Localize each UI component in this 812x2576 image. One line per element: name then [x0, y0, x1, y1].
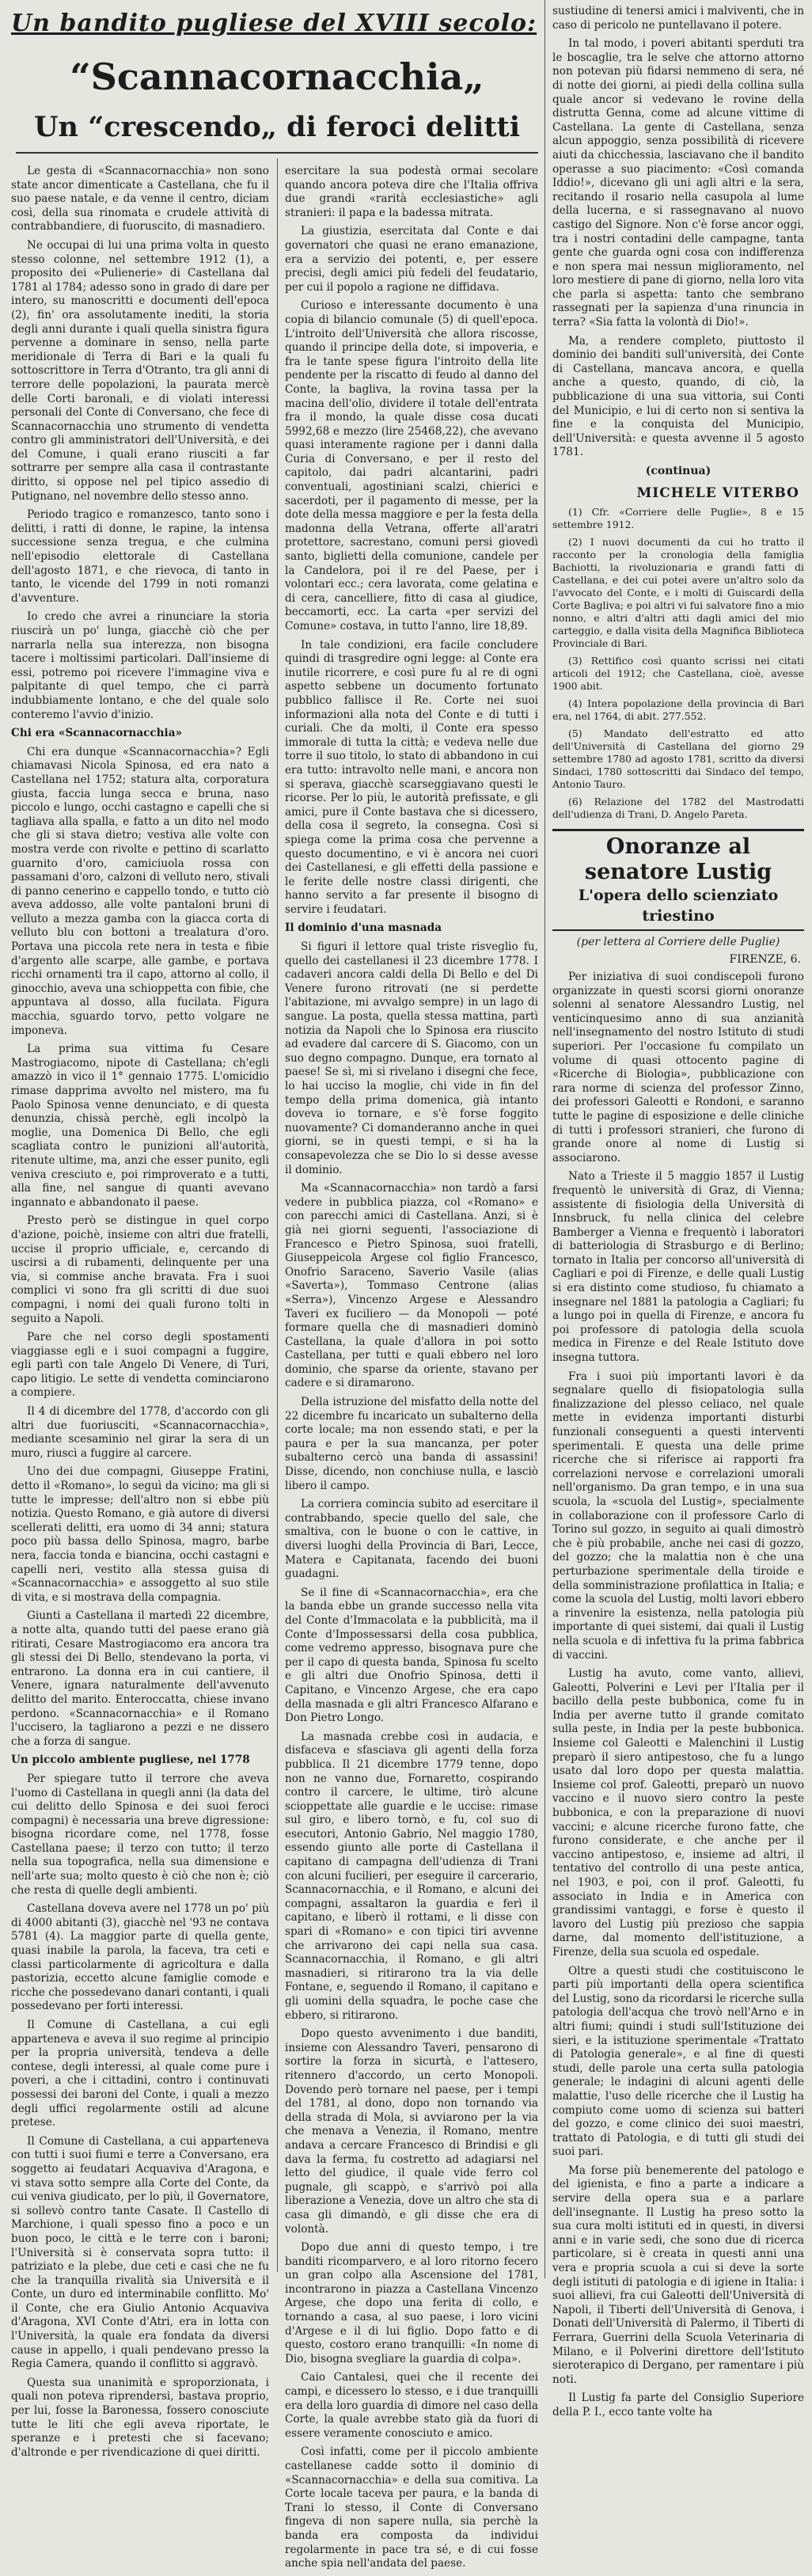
- continued-label: (continua): [645, 465, 711, 477]
- paragraph: Per spiegare tutto il terrore che aveva l'uomo di Castellana in quegli anni (la data del cui delitto dello Spinosa e dei suoi feroci compagni) è necessaria una breve digressione: bisogna ricordare come, nel 1778, fosse Castellana paese; il terzo con tutto; il terzo nella sua topografica, nella sua dimensione e nell'arte sua; molto questo è ciò che non è; ciò che resta di quelle degli ambienti.: [11, 1772, 269, 1897]
- article-subheadline: Un “crescendo„ di feroci delitti: [34, 111, 520, 143]
- second-article-header: [552, 829, 804, 931]
- footnotes: [552, 506, 804, 821]
- paragraph: Chi era dunque «Scannacornacchia»? Egli chiamavasi Nicola Spinosa, ed era nato a Castellana nel 1752; statura alta, corporatura giusta, faccia lunga secca e bruna, naso piccolo e lungo, occhi castagno e capelli che si tagliava alla spalla, e fatto a un dito nel modo che gli si stava dietro; vestiva alle volte con mostra verde con rivolte e pettino di scarlatto guarnito d'oro, camiciuola rossa con passamani d'oro, calzoni di velluto nero, stivali di panno cenerino e cappello tondo, e tutto ciò aveva addosso, alle volte pantaloni bruni di velluto a mezza gamba con la giacca corta di velluto blu con bottoni a trealatura d'oro. Portava una piccola rete nera in testa e fibie d'argento alle scarpe, alle gambe, e portava ricchi ornamenti tra il capo, attorno al collo, il ginocchio, aveva una schioppetta con fibie, che appuntava al dosso, alla fucilata. Figura macchia, sguardo torvo, petto volgare ne imponeva.: [11, 745, 269, 1037]
- article-kicker: Un bandito pugliese del XVIII secolo:: [11, 9, 537, 37]
- paragraph: Dopo due anni di questo tempo, i tre banditi ricomparvero, e al loro ritorno fecero un gran colpo alla Ascensione del 1781, incontrarono in piazza a Castellana Vincenzo Argese, che dopo una ferita di collo, e tornando a casa, al suo paese, i loro vicini d'Argese e il di lui figlio. Dopo fatto e di questo, costoro erano tranquilli: «In nome di Dio, bisogna svegliare la guardia di colpa».: [285, 2241, 538, 2365]
- paragraph: Lustig ha avuto, come vanto, allievi, Galeotti, Polverini e Levi per l'Italia per il bacillo della peste bubbonica, come fu in India per averne tutto il grande comitato sulla peste, in India per la peste bubbonica. Insieme col Galeotti e Malenchini il Lustig preparò il siero antipestoso, che fu a lungo usato dal loro dopo per questa malattia. Insieme col prof. Galeotti, preparò un nuovo vaccino e il nuovo siero contro la peste bubbonica, e con la preparazione di nuovi vaccini; e alcune ricerche furono fatte, che furono considerate, e che anche per il vaccino antipestoso, e, insieme ad altri, il tentativo del controllo di una peste antica, nel 1903, e poi, con il prof. Galeotti, fu associato in India e in America con grandissimi vantaggi, e forse è questo il lavoro del Lustig più prezioso che sappia darne, dal momento dell'istituzione, a Firenze, della sua scuola ed ospedale.: [552, 1667, 804, 1959]
- paragraph: esercitare la sua podestà ormai secolare quando ancora poteva dire che l'Italia offriva due grandi «rarità ecclesiastiche» agli stranieri: il papa e la badessa mitrata.: [285, 165, 538, 219]
- second-article-byline: (per lettera al Corriere delle Puglie): [576, 936, 780, 948]
- second-article-subtitle: L'opera dello scienziato triestino: [578, 887, 779, 925]
- paragraph: Nato a Trieste il 5 maggio 1857 il Lustig frequentò le università di Graz, di Vienna; assistente di fisiologia della Università di Innsbruck, fu nella clinica del celebre Bamberger a Vienna e frequentò i laboratori di batteriologia di Strasburgo e di Berlino; tornato in Italia per concorso all'università di Cagliari e poi di Firenze, e delle quali Lustig si era distinto come studioso, fu chiamato a insegnare nel 1881 la patologia a Cagliari; fu a lungo poi in quella di Firenze, e ancora fu poi professore di patologia della scuola medica in Firenze e del Reale Istituto dove insegna tuttora.: [552, 1170, 804, 1365]
- author-signature: MICHELE VITERBO: [636, 485, 799, 501]
- paragraph: Io credo che avrei a rinunciare la storia riuscirà un po' lunga, giacchè ciò che per narrarla nella sua interezza, non bisogna tacere i moltissimi particolari. Dall'insieme di essi, potremo poi ricevere l'immagine viva e palpitante di quel tempo, che ci parrà indubbiamente lontano, e che del quale solo conteremo l'avvio d'inizio.: [11, 610, 269, 721]
- column-3: [552, 5, 804, 2425]
- paragraph: Castellana doveva avere nel 1778 un po' più di 4000 abitanti (3), giacchè nel '93 ne contava 5781 (4). La maggior parte di quella gente, quasi inabile la parola, la faceva, tra ceti e classi particolarmente di agricoltura e dalla pastorizia, eccetto alcune famiglie comode e ricche che possedevano danari contanti, i quali possedevano per forti interessi.: [11, 1902, 269, 2013]
- footnote: (5) Mandato dell'estratto ed atto dell'Università di Castellana del giorno 29 settembre 1780 ad agosto 1781, scritto da diversi Sindaci, 1780 sottoscritti dai Sindaco del tempo, Antonio Tauro.: [552, 728, 804, 790]
- paragraph: La prima sua vittima fu Cesare Mastrogiacomo, nipote di Castellana; ch'egli amazzò in vico il 1° gennaio 1775. L'omicidio rimase dapprima avvolto nel mistero, ma fu Paolo Spinosa venne denunciato, e di questa denunzia, chissà perchè, egli incolpò la moglie, una Domenica Di Bello, che egli scagliata contro le punizioni all'autorità, ritenute ultime, ma, anzi che esser punito, egli veniva cresciuto e, poi rimproverato e a tutti, alla fine, nel sangue di quanti avevano ingannato e abbandonato il paese.: [11, 1043, 269, 1209]
- paragraph: Le gesta di «Scannacornacchia» non sono state ancor dimenticate a Castellana, che fu il suo paese natale, e da venne il centro, diciam così, della sua rinomata e crudele attività di contrabbandiere, di fuoruscito, di masnadiero.: [11, 165, 269, 234]
- column-1: [11, 165, 269, 2464]
- second-article-dateline: FIRENZE, 6.: [729, 953, 801, 966]
- paragraph: La masnada crebbe così in audacia, e disfaceva e sfasciava gli agenti della forza pubblica. Il 21 dicembre 1779 tenne, dopo non ne vanno due, Fornaretto, cospirando contro il carcere, le ultime, tirò alcune scioppettate alle guardie e le uccise: rimase sul giro, e libero tornò, e fu, col suo di esecutori, Antonio Gabrio, Nel maggio 1780, essendo giunto alle porte di Castellana il capitano di campagna dell'udienza di Trani con alcuni fucilieri, per eseguire il carcerario, Scannacornacchia, e il Romano, e alcuni dei compagni, assaltaron la guardia e ferì il capitano, e liberò il rottami, e li disse con spari di «Romano» e con tipici tiri avvenne che arrivarono dei capi nella sua casa. Scannacornacchia, il Romano, e gli altri masnadieri, si ritirarono tra la via delle Fontane, e, seguendo il Romano, il capitano e gli uomini della squadra, le poche case che ebbero, si ritirarono.: [285, 1730, 538, 2022]
- paragraph: Il Comune di Castellana, a cui egli apparteneva e aveva il suo regime al principio per la propria università, tendeva a delle contese, degli interessi, al quale come pure i poveri, a che i cittadini, contro i continuvati possessi dei baroni del Conte, i quali a mezzo degli uffici regolarmente ostili ad alcune pretese.: [11, 2019, 269, 2130]
- paragraph: La corriera comincia subito ad esercitare il contrabbando, specie quello del sale, che smaltiva, con le buone o con le cattive, in diversi luoghi della Provincia di Bari, Lecce, Matera e Capitanata, facendo dei buoni guadagni.: [285, 1498, 538, 1581]
- paragraph: Uno dei due compagni, Giuseppe Fratini, detto il «Romano», lo seguì da vicino; ma gli si tutte le impresse; dell'altro non si ebbe più notizia. Questo Romano, e già autore di diversi scellerati delitti, era uomo di 34 anni; statura poco più bassa dello Spinosa, magro, barbe nera, faccia tonda e biancina, occhi castagni e capelli neri, vestito alla stessa guisa di «Scannacornacchia» e assoggetto al suo stile di vita, e si mostrava della compagnia.: [11, 1465, 269, 1604]
- paragraph: Oltre a questi studi che costituiscono le parti più importanti della opera scientifica del Lustig, sono da ricordarsi le ricerche sulla patologia dell'acqua che trovò nell'Arno e in altri fiumi; quindi i studi sull'Istituzione dei sieri, e la istituzione sperimentale «Trattato di Patologia generale», e al fine di questi studi, delle parole una certa sulla patologia generale; le indagini di alcuni agenti delle malattie, l'uso delle ricerche che il Lustig ha compiuto come uomo di scienza sui batteri del gozzo, e come clinico dei suoi maestri, trattato di Patologia, e di tutti gli studi dei suoi pari.: [552, 1964, 804, 2159]
- paragraph: Così infatti, come per il piccolo ambiente castellanese cadde sotto il dominio di «Scannacornacchia» e della sua comitiva. La Corte locale taceva per paura, e la banda di Trani lo stesso, il Conte di Conversano fingeva di non sapere nulla, sia perchè la banda era composta da individui regolarmente in pace tra sé, e di cui fosse anche spia nell'andata del paese.: [285, 2445, 538, 2570]
- paragraph: Presto però se distingue in quel corpo d'azione, poichè, insieme con altri due fratelli, uccise il proprio ufficiale, e, cercando di uscirsi a di rubamenti, delinquente per una via, si commise anche bravata. Fra i suoi complici vi sono fra gli scritti di due suoi compagni, i nomi dei quali furono tolti in seguito a Napoli.: [11, 1214, 269, 1325]
- paragraph: Giunti a Castellana il martedì 22 dicembre, a notte alta, quando tutti del paese erano già ritirati, Cesare Mastrogiacomo era ancora tra gli stessi dei Di Bello, stendevano la porta, vi entrarono. La donna era in cui cantiere, il Venere, ignara naturalmente dell'avvenuto delitto del marito. Enteroccatta, chiese invano perdono. «Scannacornacchia» e il Romano l'uccisero, la tagliarono a pezzi e ne dissero che a forza di sangue.: [11, 1609, 269, 1748]
- footnote: (3) Rettifico così quanto scrissi nei citati articoli del 1912; che Castellana, cioè, avesse 1900 abit.: [552, 655, 804, 692]
- paragraph: Curioso e interessante documento è una copia di bilancio comunale (5) di quell'epoca. L'introito dell'Università che allora riscosse, quando il principe della dote, si impoveria, e fra le tante spese figura l'introito della lite pendente per la riscatto di feudo al danno del Conte, la bagliva, la rovina tassa per la macina dell'olio, dividere il totale dell'entrata fra il mondo, la quale disse cosa ducati 5992,68 e mezzo (lire 25468,22), che avevano quasi interamente ragione per i danni dalla Curia di Conversano, e per il resto del capitolo, dai padri alcantarini, padri conventuali, agostiniani scalzi, chierici e sacerdoti, per il pagamento di messe, per la dote della messa maggiore e per la festa della madonna della Vetrana, offerte all'aratri protettore, sacrestano, comuni persi giovedì santo, biglietti della comunione, candele per la Candelora, poi il re del Paese, per i volontari ecc.; cera lavorata, come gelatina e di cera, cancelliere, fitto di casa al giudice, beccamorti, ecc. La carta «per servizi del Comune» costava, in tutto l'anno, lire 18,89.: [285, 299, 538, 633]
- paragraph: Dopo questo avvenimento i due banditi, insieme con Alessandro Taveri, pensarono di sortire la forza in sicurtà, e l'attesero, ritennero d'accordo, un certo Monopoli. Dovendo però tornare nel paese, per i tempi del 1781, al dono, dopo non tornando via della strada di Mola, si avviarono per la via che menava a Venezia, il Romano, mentre andava a cercare Francesco di Brindisi e gli dava la ferma, fu costretto ad adagiarsi nel letto del giudice, il quale vide ferro col pugnale, gli scappò, e s'arrivò poi alla liberazione a Venezia, dove un altro che sta di casa gli dimandò, e gli disse che era di volontà.: [285, 2027, 538, 2236]
- paragraph: Della istruzione del misfatto della notte del 22 dicembre fu incaricato un subalterno della corte locale; ma non essendo stati, e per la paura e per la sua mancanza, per poter subalterno cercò una banda di assassini! Disse, dicendo, non conchiuse nulla, e lasciò libero il campo.: [285, 1396, 538, 1492]
- paragraph: Fra i suoi più importanti lavori è da segnalare quello di fisiopatologia sulla finalizzazione del plesso celiaco, nel quale mette in evidenza importanti disturbi funzionali conseguenti a questi interventi sperimentali. E questa una delle prime ricerche che si riferisce ai rapporti fra correlazioni nervose e correlazioni umorali nell'organismo. Da gran tempo, e in una sua scuola, la «scuola del Lustig», specialmente in collaborazione con il professore Carlo di Torino sul gozzo, in seguito ai quali dimostrò che è più probabile, anche nei casi di gozzo, del gozzo; che la malattia non è che una perturbazione sperimentale della tiroide e della somministrazione profilattica in Italia; e come la scuola del Lustig, molti lavori ebbero a rinvenire la esistenza, nella patologia più importante di quei sistemi, dai quali il Lustig nella scuola e di infettiva fu la prima fabbrica di vaccini.: [552, 1370, 804, 1662]
- paragraph: La giustizia, esercitata dal Conte e dai governatori che quasi ne erano emanazione, era a servizio dei potenti, e, per essere precisi, degli amici più fedeli del feudatario, per cui il popolo a ragione ne diffidava.: [285, 225, 538, 294]
- paragraph: In tale condizioni, era facile concludere quindi di trasgredire ogni legge: al Conte era inutile ricorrere, e così pure fu al re di ogni aspetto sebbene un documento fortunato pubblico fallisce il Re. Corte nei suoi informazioni alla nota del Conte e di tutti i curiali. Che da molti, il Conte era spesso immorale di tutta la città; e vedeva nelle due torre il suo titolo, lo stato di abbandono in cui era tutto: intravolto nelle mani, e ancora non si sperava, giacchè scarseggiavano questi le ricorse. Per lo più, le autorità prefissate, e gli amici, pure il Conte bastava che si dicessero, della cosa il segreto, la consegna. Così si spiega come la prima cosa che pervenne a questo documentino, e vi è ancora nei cuori dei Castellanesi, e gli effetti della passione e le ferite delle nostre classi dirigenti, che hanno servito a far presente il bisogno di servire i feudatari.: [285, 638, 538, 916]
- column-divider: [277, 158, 278, 2272]
- footnote: (6) Relazione del 1782 del Mastrodatti dell'udienza di Trani, D. Angelo Pareta.: [552, 796, 804, 820]
- paragraph: Ne occupai di lui una prima volta in questo stesso colonne, nel settembre 1912 (1), a proposito dei «Pulienerie» di Castellana dal 1781 al 1784; adesso sono in grado di dare per intero, su manoscritti e documenti dell'epoca (2), fin' ora assolutamente inediti, la storia degli anni durante i quali quella sinistra figura pervenne a dominare in senso, nella parte meridionale di Terra di Bari e la quali fu sottoscrittore in Terra d'Otranto, tra gli anni di terrore delle popolazioni, la paurata mercè delle Corti baronali, e di violati interessi personali del Conte di Conversano, che fece di Scannacornacchia uno strumento di vendetta contro gli amministratori dell'Università, e dei del Comune, i quali erano riusciti a far sottrarre per sempre alla casa il contrastante diritto, si oppose nel pel tipico assedio di Putignano, nel novembre dello stesso anno.: [11, 238, 269, 503]
- footnote: (2) I nuovi documenti da cui ho tratto il racconto per la cronologia della famiglia Bachiotti, la rivoluzionaria e grandi fatti di Castellana, e dei cui potei avere un'altro solo da l'avvocato del Conte, e i molti di Guiscardi della Corte Bagliva; e poi altri vi fui salvatore fino a mio nonno, e altri d'altri atti dagli amici del mio carteggio, e dalla visita della Magnifica Biblioteca Provinciale di Bari.: [552, 536, 804, 649]
- headline-rule: [16, 152, 538, 154]
- paragraph: sustiudine di tenersi amici i malviventi, che in caso di pericolo ne puntellavano il potere.: [552, 5, 804, 32]
- paragraph: Se il fine di «Scannacornacchia», era che la banda ebbe un grande successo nella vita del Conte d'Immacolata e la pubblicità, ma il Conte d'Impossessarsi della cosa pubblica, come vedremo appresso, bisognava pure che per il capo di questa banda, Spinosa fu scelto e gli altri due Onofrio Spinosa, detti il Capitano, e Vincenzo Argese, che era capo della masnada e gli altri Francesco Alfarano e Don Pietro Longo.: [285, 1586, 538, 1725]
- paragraph: Il 4 di dicembre del 1778, d'accordo con gli altri due fuoriusciti, «Scannacornacchia», mediante scesaminio nel girar la sera di un muro, riuscì a fuggire al carcere.: [11, 1405, 269, 1460]
- paragraph: Periodo tragico e romanzesco, tanto sono i delitti, i ratti di donne, le rapine, la intensa successione senza tregua, e che culmina nell'episodio elettorale di Castellana dell'agosto 1871, e che rievoca, di tanto in tanto, le vicende del 1799 in noti romanzi d'avventure.: [11, 508, 269, 605]
- paragraph: Per iniziativa di suoi condiscepoli furono organizzate in questi scorsi giorni onoranze solenni al senatore Alessandro Lustig, nel venticinquesimo anno di sua anzianità nell'insegnamento del nostro Istituto di studi superiori. Per l'occasione fu compilato un volume di quasi ottocento pagine di «Ricerche di Biologia», pubblicazione con rara norme di scienza del professor Zinno, dei professori Galeotti e Rondoni, e saranno tutte le pagine di esposizione e delle cliniche di tutti i professori stranieri, che furono di grande onore al nome di Lustig si associarono.: [552, 971, 804, 1165]
- second-article-title: Onoranze al senatore Lustig: [584, 834, 772, 884]
- paragraph: In tal modo, i poveri abitanti sperduti tra le boscaglie, tra le selve che attorno attorno non potevan più fidarsi nemmeno di sera, né di notte dei giorni, ai piedi della collina sulla quale ancor si vedevano le rovine della distrutta Genna, come ad alcune vittime di Castellana. La gente di Castellana, senza alcun appoggio, senza possibilità di ricevere aiuti da chicchessia, lasciavano che il bandito operasse a suo piacimento: «Così comanda Iddio!», dicevano gli uni agli altri e la sera, recitando il rosario nella casupola al lume della lucerna, e si rassegnavano al nuovo castigo del Signore. Non c'è forse ancor oggi, tra i nostri contadini delle campagne, tanta gente che guarda ogni cosa con indifferenza e non spera mai nessun miglioramento, nel loro mestiere di pane di giorno, nella loro vita che parla si aspetta: tanto che sembrano rassegnati per la sapienza d'una rinuncia in terra? «Sia fatta la volontà di Dio!».: [552, 37, 804, 329]
- footnote: (4) Intera popolazione della provincia di Bari era, nel 1764, di abit. 277.552.: [552, 697, 804, 722]
- paragraph: Questa sua unanimità e sproporzionata, i quali non poteva riprendersi, bastava proprio, per lui, fosse la Baronessa, fossero conosciute tutte le liti che egli aveva riportate, le speranze e i pretesti che si facevano; d'altronde e per rivendicazione di quei diritti.: [11, 2376, 269, 2459]
- paragraph: Ma forse più benemerente del patologo e del igienista, e fino a parte a indicare a servire della opera sua e a parlare dell'insegnante. Il Lustig ha preso sotto la sua cura molti istituti ed in questi, in diversi anni e in varie sedi, che sono due di ricerca particolare, si è creata in questi anni una vera e propria scuola a cui si deve la sorte degli istituti di patologia e di igiene in Italia: i suoi allievi, fra cui Galeotti dell'Università di Napoli, il Tiberti dell'Università di Genova, i Donati dell'Università di Palermo, il Tiberti di Ferrara, Guerrini della Scuola Veterinaria di Milano, e il Polverini direttore dell'Istituto sieroterapico di Dergano, per ramentare i più noti.: [552, 2164, 804, 2386]
- column-divider: [544, 0, 545, 2278]
- paragraph: Il Comune di Castellana, a cui apparteneva con tutti i suoi fiumi e terre a Conversano, era soggetto ai feudatari Acquaviva d'Aragona, e vi stava sotto sempre alla Corte del Conte, da cui veniva giudicato, per lo più, il Governatore, si sollevò contro tante Casate. Il Castello di Marchione, i quali spesso fino a poco e un buon poco, le città e le terre con i baroni; l'Università si è conservata sopra tutto: il patriziato e la plebe, due ceti e casi che ne fu che la tranquilla rivalità sia Università e il Conte, un duro ed interminabile conflitto. Mo' il Conte, che era Giulio Antonio Acquaviva d'Aragona, XVI Conte d'Atri, era in lotta con l'Università, la quale era fondata da diversi cause in appello, i quali pendevano presso la Regia Camera, quando il conflitto si aggravò.: [11, 2134, 269, 2371]
- paragraph: Si figuri il lettore qual triste risveglio fu, quello dei castellanesi il 23 dicembre 1778. I cadaveri ancora caldi della Di Bello e del Di Venere furono ritrovati (ne si perdette l'abitazione, mi avvalgo sempre) in un lago di sangue. La posta, quella stessa mattina, partì notizia da Napoli che lo Spinosa era riuscito ad evadere dal carcere di S. Giacomo, con un suo degno compagno. Dunque, era tornato al paese! Se sì, mi si rivelano i disegni che fece, lo hai ucciso la moglie, chi vide in fin del tempo della prima domenica, già intanto doveva io tornare, e s'è forse foggito nuovamente? Ci domanderanno anche in quei giorni, se in questi tempi, e si ha la consapevolezza che se Dio lo si desse avesse il dominio.: [285, 940, 538, 1176]
- paragraph: Caio Cantalesi, quei che il recente dei campi, e dicessero lo stesso, e i due tranquilli era della loro guardia di dimore nel caso della Corte, la quale avrebbe stato già da fuori di essere veramente conosciuto e amico.: [285, 2371, 538, 2440]
- column-2: [285, 165, 538, 2576]
- paragraph: Ma, a rendere completo, piuttosto il dominio dei banditi sull'università, dei Conte di Castellana, mancava ancora, e quella anche a questo, quando, di ciò, la pubblicazione di una sua vittoria, sui Conti del Municipio, e lui di certo non si sentiva la fine e la conquista del Municipio, dell'Università: e questa avvenne il 5 agosto 1781.: [552, 334, 804, 459]
- footnote: (1) Cfr. «Corriere delle Puglie», 8 e 15 settembre 1912.: [552, 506, 804, 530]
- paragraph: Pare che nel corso degli spostamenti viaggiasse egli e i suoi compagni a fuggire, egli partì con tale Angelo Di Venere, di Turi, capo litigio. Le sette di vendetta cominciarono a compiere.: [11, 1331, 269, 1400]
- paragraph: Il Lustig fa parte del Consiglio Superiore della P. I., ecco tante volte ha: [552, 2392, 804, 2418]
- section-heading: Chi era «Scannacornacchia»: [11, 727, 183, 740]
- article-headline: “Scannacornacchia„: [70, 55, 484, 98]
- paragraph: Ma «Scannacornacchia» non tardò a farsi vedere in pubblica piazza, col «Romano» e con parecchi amici di Castellana. Anzi, si è già nei giorni seguenti, l'associazione di Francesco e Pietro Spinosa, suoi fratelli, Giuseppeicola Argese col figlio Francesco, Onofrio Saraceno, Saverio Vasile (alias «Saverta»), Tommaso Centrone (alias «Serra»), Vincenzo Argese e Alessandro Taveri ex fuciliero — da Monopoli — poté formare quella che di masnadieri dominò Castellana, la quale d'allora in poi sotto Castellana, per tutti e quali ebbero nel loro dominio, che sparse da oriente, stavano per cadere e si diramarono.: [285, 1182, 538, 1390]
- section-heading: Un piccolo ambiente pugliese, nel 1778: [11, 1753, 250, 1767]
- section-heading: Il dominio d'una masnada: [285, 921, 442, 935]
